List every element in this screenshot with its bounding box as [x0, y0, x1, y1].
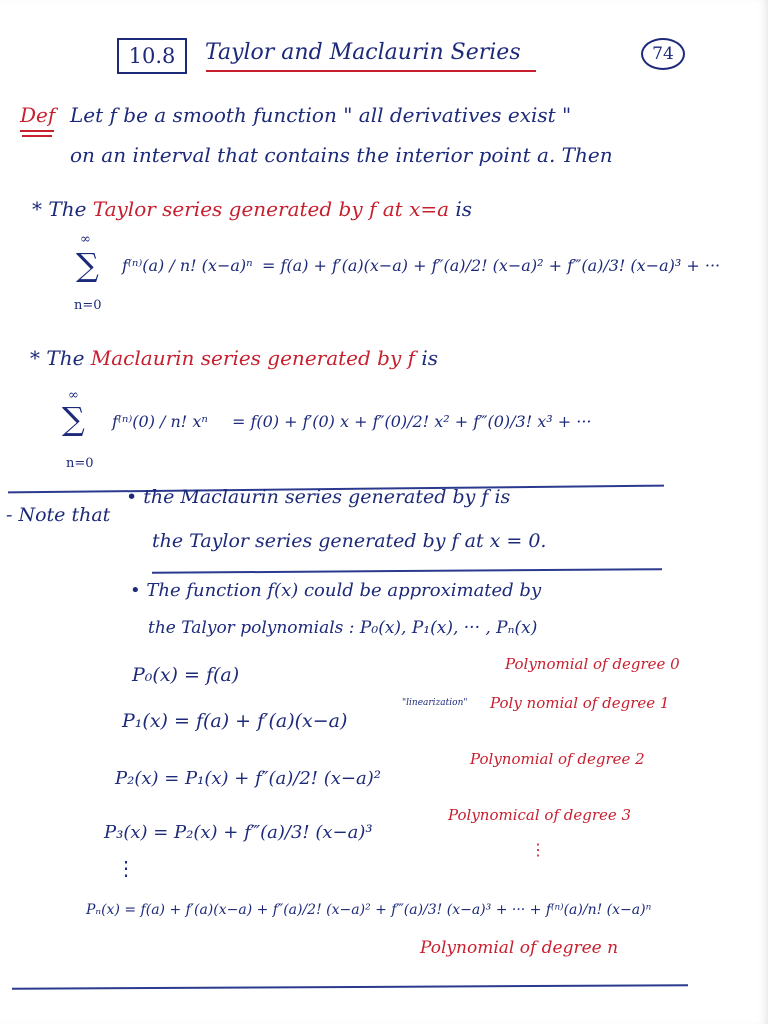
poly-2-formula: P₂(x) = P₁(x) + f″(a)/2! (x−a)²: [115, 768, 381, 789]
page-number-circle: [641, 38, 685, 70]
note-bullet1-line2: the Taylor series generated by f at x = 0.: [152, 530, 547, 552]
note-bullet2-line2: the Talyor polynomials : P₀(x), P₁(x), ··· , Pₙ(x): [148, 618, 538, 638]
section-number-box: [117, 38, 187, 74]
definition-line-2: on an interval that contains the interior point a. Then: [70, 143, 613, 167]
poly-3-label: Polynomical of degree 3: [448, 806, 632, 824]
taylor-intro-red: Taylor series generated by f at x=a: [92, 197, 450, 221]
definition-underline: [20, 130, 54, 132]
maclaurin-intro-the: The: [46, 346, 85, 370]
maclaurin-intro-is: is: [421, 346, 439, 370]
general-formula: Pₙ(x) = f(a) + f′(a)(x−a) + f″(a)/2! (x−a)² + f‴(a)/3! (x−a)³ + ··· + f⁽ⁿ⁾(a)/n! (x−a)ⁿ: [86, 902, 652, 918]
definition-underline-2: [22, 135, 52, 137]
taylor-sum-term: f⁽ⁿ⁾(a) / n! (x−a)ⁿ: [122, 256, 253, 275]
note-underline: [152, 568, 662, 574]
vertical-dots-left: ⋮: [116, 856, 136, 880]
maclaurin-sum-term: f⁽ⁿ⁾(0) / n! xⁿ: [112, 412, 208, 431]
taylor-expansion: = f(a) + f′(a)(x−a) + f″(a)/2! (x−a)² + f‴(a)/3! (x−a)³ + ···: [262, 256, 721, 275]
taylor-intro-the: The: [48, 197, 87, 221]
note-bullet2-line1: • The function f(x) could be approximated by: [130, 580, 542, 601]
poly-3-formula: P₃(x) = P₂(x) + f‴(a)/3! (x−a)³: [104, 822, 373, 843]
poly-1-label: Poly nomial of degree 1: [490, 694, 670, 712]
poly-1-formula: P₁(x) = f(a) + f′(a)(x−a): [122, 710, 348, 732]
maclaurin-expansion: = f(0) + f′(0) x + f″(0)/2! x² + f‴(0)/3! x³ + ···: [232, 412, 592, 431]
poly-0-formula: P₀(x) = f(a): [132, 664, 240, 686]
taylor-intro-is: is: [455, 197, 473, 221]
definition-line-1: Let f be a smooth function " all derivatives exist ": [70, 103, 572, 127]
page-number: 74: [652, 44, 674, 64]
maclaurin-sum-top: ∞: [68, 388, 79, 403]
star-bullet: *: [30, 346, 40, 370]
maclaurin-sigma: ∑: [62, 400, 85, 438]
title-underline: [206, 70, 536, 72]
maclaurin-intro-red: Maclaurin series generated by f: [90, 346, 416, 370]
star-bullet: *: [32, 197, 42, 221]
bottom-divider: [12, 984, 688, 990]
maclaurin-sum-bottom: n=0: [66, 456, 94, 471]
definition-label: Def: [20, 103, 56, 127]
vertical-dots-right: ⋮: [530, 840, 546, 859]
poly-1-note: "linearization": [402, 698, 468, 708]
general-label: Polynomial of degree n: [420, 938, 619, 958]
poly-0-label: Polynomial of degree 0: [505, 655, 680, 673]
note-lead: - Note that: [6, 504, 111, 526]
maclaurin-intro: [30, 346, 438, 370]
page-title: Taylor and Maclaurin Series: [205, 40, 521, 65]
taylor-sigma: ∑: [76, 246, 99, 284]
note-bullet1-line1: • the Maclaurin series generated by f is: [126, 486, 511, 508]
taylor-sum-top: ∞: [80, 232, 91, 247]
taylor-intro: [32, 197, 472, 221]
taylor-sum-bottom: n=0: [74, 298, 102, 313]
poly-2-label: Polynomial of degree 2: [470, 750, 645, 768]
section-number: 10.8: [128, 44, 176, 68]
